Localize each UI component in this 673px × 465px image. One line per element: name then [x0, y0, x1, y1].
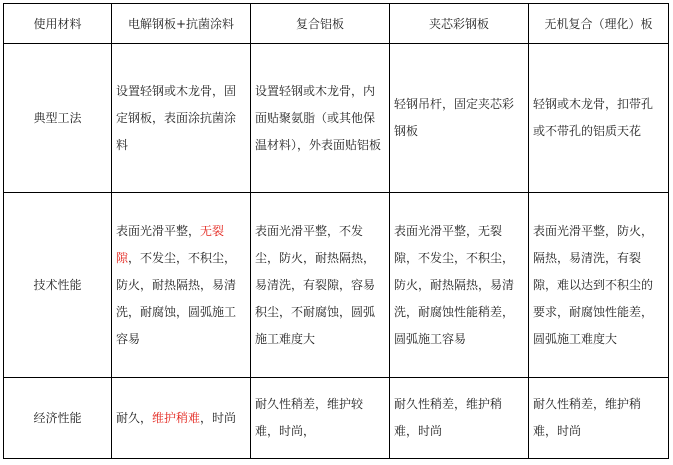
- header-electrolytic-steel: 电解钢板+抗菌涂料: [112, 4, 251, 44]
- header-composite-aluminum: 复合铝板: [251, 4, 390, 44]
- header-materials: 使用材料: [4, 4, 112, 44]
- cell-econ-steel: [112, 378, 251, 459]
- cell-tech-steel-text-a: 表面光滑平整，: [116, 223, 201, 238]
- cell-tech-steel-highlight: 无裂隙: [116, 223, 225, 265]
- row-label-method: 典型工法: [4, 44, 112, 193]
- table-row-method: [4, 44, 669, 193]
- cell-tech-aluminum: 表面光滑平整，不发尘，防火，耐热隔热，易清洗，有裂隙，容易积尘，不耐腐蚀，圆弧施工难度大: [251, 193, 390, 378]
- table-row-tech: [4, 193, 669, 378]
- header-sandwich-steel: 夹芯彩钢板: [390, 4, 529, 44]
- table-row-econ: [4, 378, 669, 459]
- row-label-econ: 经济性能: [4, 378, 112, 459]
- cell-tech-sandwich: 表面光滑平整，无裂隙，不发尘，不积尘，防火，耐热隔热，易清洗，耐腐蚀性能稍差，圆弧施工容易: [390, 193, 529, 378]
- header-inorganic-board: 无机复合（理化）板: [529, 4, 669, 44]
- cell-method-aluminum: 设置轻钢或木龙骨，内面贴聚氨脂（或其他保温材料），外表面贴铝板: [251, 44, 390, 193]
- cell-econ-inorganic: 耐久性稍差，维护稍难，时尚: [529, 378, 669, 459]
- cell-method-sandwich: 轻钢吊杆，固定夹芯彩钢板: [390, 44, 529, 193]
- cell-econ-steel-text-b: ，时尚: [200, 410, 237, 425]
- table-header-row: [4, 4, 669, 44]
- cell-tech-steel: [112, 193, 251, 378]
- cell-econ-aluminum: 耐久性稍差，维护较难，时尚，: [251, 378, 390, 459]
- cell-econ-steel-text-a: 耐久，: [116, 410, 153, 425]
- cell-method-inorganic: 轻钢或木龙骨，扣带孔或不带孔的铝质天花: [529, 44, 669, 193]
- row-label-tech: 技术性能: [4, 193, 112, 378]
- cell-tech-inorganic: 表面光滑平整，防火，隔热，易清洗，有裂隙，难以达到不积尘的要求，耐腐蚀性能差，圆弧施工难度大: [529, 193, 669, 378]
- cell-econ-steel-highlight: 维护稍难: [152, 410, 201, 425]
- cell-method-steel: 设置轻钢或木龙骨，固定钢板，表面涂抗菌涂料: [112, 44, 251, 193]
- cell-econ-sandwich: 耐久性稍差，维护稍难，时尚: [390, 378, 529, 459]
- cell-tech-steel-text-b: ，不发尘，不积尘，防火，耐热隔热，易清洗，耐腐蚀，圆弧施工容易: [116, 250, 237, 346]
- materials-comparison-table: [3, 3, 669, 459]
